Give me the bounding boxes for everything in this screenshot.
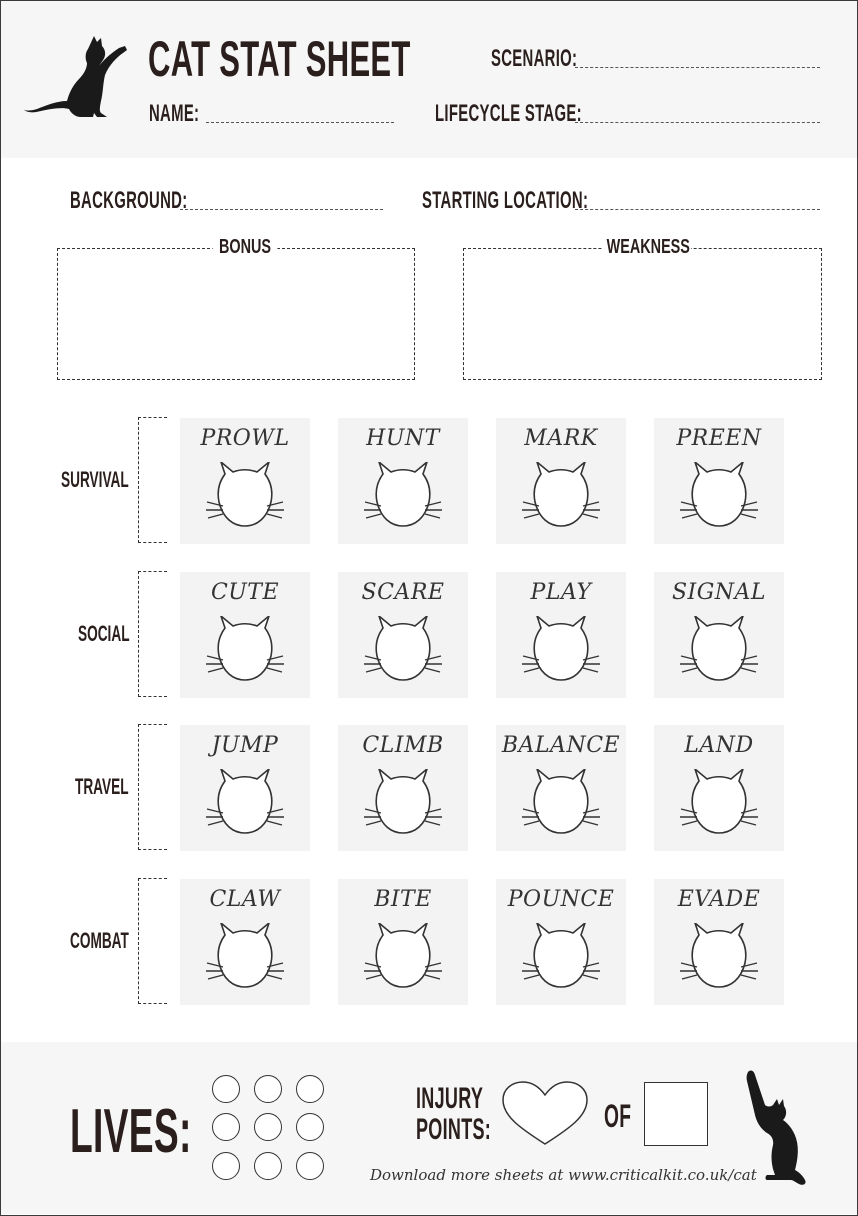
stat-category-label: TRAVEL xyxy=(75,774,129,799)
injury-label-line1: INJURY xyxy=(416,1082,484,1115)
stat-category-label: SURVIVAL xyxy=(61,467,129,492)
cat-face-icon xyxy=(679,462,759,528)
injury-max-box[interactable] xyxy=(644,1082,708,1146)
bonus-box[interactable] xyxy=(57,248,415,380)
skill-name: LAND xyxy=(684,733,754,758)
cat-face-icon xyxy=(679,769,759,835)
skill-tile-mark[interactable] xyxy=(496,418,626,544)
skill-name: PLAY xyxy=(530,580,592,605)
cat-face-icon xyxy=(363,462,443,528)
cat-face-icon xyxy=(363,923,443,989)
skill-tile-claw[interactable] xyxy=(180,879,310,1005)
name-label: NAME: xyxy=(149,100,200,127)
of-label: OF xyxy=(604,1098,632,1134)
skill-name: JUMP xyxy=(211,733,279,758)
background-field[interactable] xyxy=(180,209,383,210)
cat-face-icon xyxy=(205,923,285,989)
stat-bracket xyxy=(138,878,167,1004)
skill-name: BITE xyxy=(374,887,432,912)
skill-tile-evade[interactable] xyxy=(654,879,784,1005)
skill-name: SIGNAL xyxy=(671,580,767,605)
bonus-label: BONUS xyxy=(213,236,278,259)
skill-name: PROWL xyxy=(200,426,290,451)
skill-tile-play[interactable] xyxy=(496,572,626,698)
cat-silhouette-icon xyxy=(24,34,136,120)
skill-name: PREEN xyxy=(676,426,762,451)
download-note[interactable]: Download more sheets at www.criticalkit.co.uk/cat xyxy=(370,1166,757,1184)
injury-label-line2: POINTS: xyxy=(416,1113,492,1146)
skill-tile-climb[interactable] xyxy=(338,725,468,851)
cat-face-icon xyxy=(363,616,443,682)
stat-category-label: COMBAT xyxy=(70,928,129,953)
cat-face-icon xyxy=(521,769,601,835)
skill-tile-jump[interactable] xyxy=(180,725,310,851)
starting-location-label: STARTING LOCATION: xyxy=(422,187,589,214)
stat-bracket xyxy=(138,417,167,543)
skill-name: SCARE xyxy=(361,580,445,605)
skill-tile-scare[interactable] xyxy=(338,572,468,698)
scenario-field[interactable] xyxy=(575,67,820,68)
life-circle[interactable] xyxy=(254,1075,282,1103)
stat-bracket xyxy=(138,724,167,850)
skill-name: HUNT xyxy=(366,426,440,451)
page-title: CAT STAT SHEET xyxy=(148,31,411,87)
cat-face-icon xyxy=(521,923,601,989)
life-circle[interactable] xyxy=(296,1152,324,1180)
skill-tile-pounce[interactable] xyxy=(496,879,626,1005)
weakness-label: WEAKNESS xyxy=(603,236,691,259)
life-circle[interactable] xyxy=(212,1152,240,1180)
skill-tile-prowl[interactable] xyxy=(180,418,310,544)
life-circle[interactable] xyxy=(296,1075,324,1103)
skill-tile-land[interactable] xyxy=(654,725,784,851)
lifecycle-label: LIFECYCLE STAGE: xyxy=(435,100,582,127)
background-label: BACKGROUND: xyxy=(70,187,188,214)
skill-tile-signal[interactable] xyxy=(654,572,784,698)
skill-tile-hunt[interactable] xyxy=(338,418,468,544)
cat-face-icon xyxy=(205,769,285,835)
cat-face-icon xyxy=(679,923,759,989)
lives-label: LIVES: xyxy=(70,1097,192,1166)
weakness-box[interactable] xyxy=(463,248,822,380)
cat-face-icon xyxy=(363,769,443,835)
skill-tile-preen[interactable] xyxy=(654,418,784,544)
cat-face-icon xyxy=(521,462,601,528)
stat-category-label: SOCIAL xyxy=(78,621,130,646)
cat-face-icon xyxy=(205,462,285,528)
scenario-label: SCENARIO: xyxy=(491,45,578,72)
skill-name: CLIMB xyxy=(362,733,444,758)
skill-name: EVADE xyxy=(677,887,761,912)
life-circle[interactable] xyxy=(296,1113,324,1141)
lifecycle-field[interactable] xyxy=(575,122,820,123)
skill-name: CLAW xyxy=(209,887,281,912)
life-circle[interactable] xyxy=(212,1075,240,1103)
cat-face-icon xyxy=(679,616,759,682)
skill-name: MARK xyxy=(524,426,598,451)
heart-icon[interactable] xyxy=(500,1080,590,1148)
life-circle[interactable] xyxy=(212,1113,240,1141)
skill-name: BALANCE xyxy=(501,733,621,758)
skill-name: CUTE xyxy=(210,580,280,605)
life-circle[interactable] xyxy=(254,1152,282,1180)
skill-name: POUNCE xyxy=(507,887,615,912)
name-field[interactable] xyxy=(206,122,394,123)
skill-tile-cute[interactable] xyxy=(180,572,310,698)
life-circle[interactable] xyxy=(254,1113,282,1141)
starting-location-field[interactable] xyxy=(575,209,820,210)
skill-tile-balance[interactable] xyxy=(496,725,626,851)
stat-bracket xyxy=(138,571,167,697)
cat-face-icon xyxy=(521,616,601,682)
cat-face-icon xyxy=(205,616,285,682)
skill-tile-bite[interactable] xyxy=(338,879,468,1005)
